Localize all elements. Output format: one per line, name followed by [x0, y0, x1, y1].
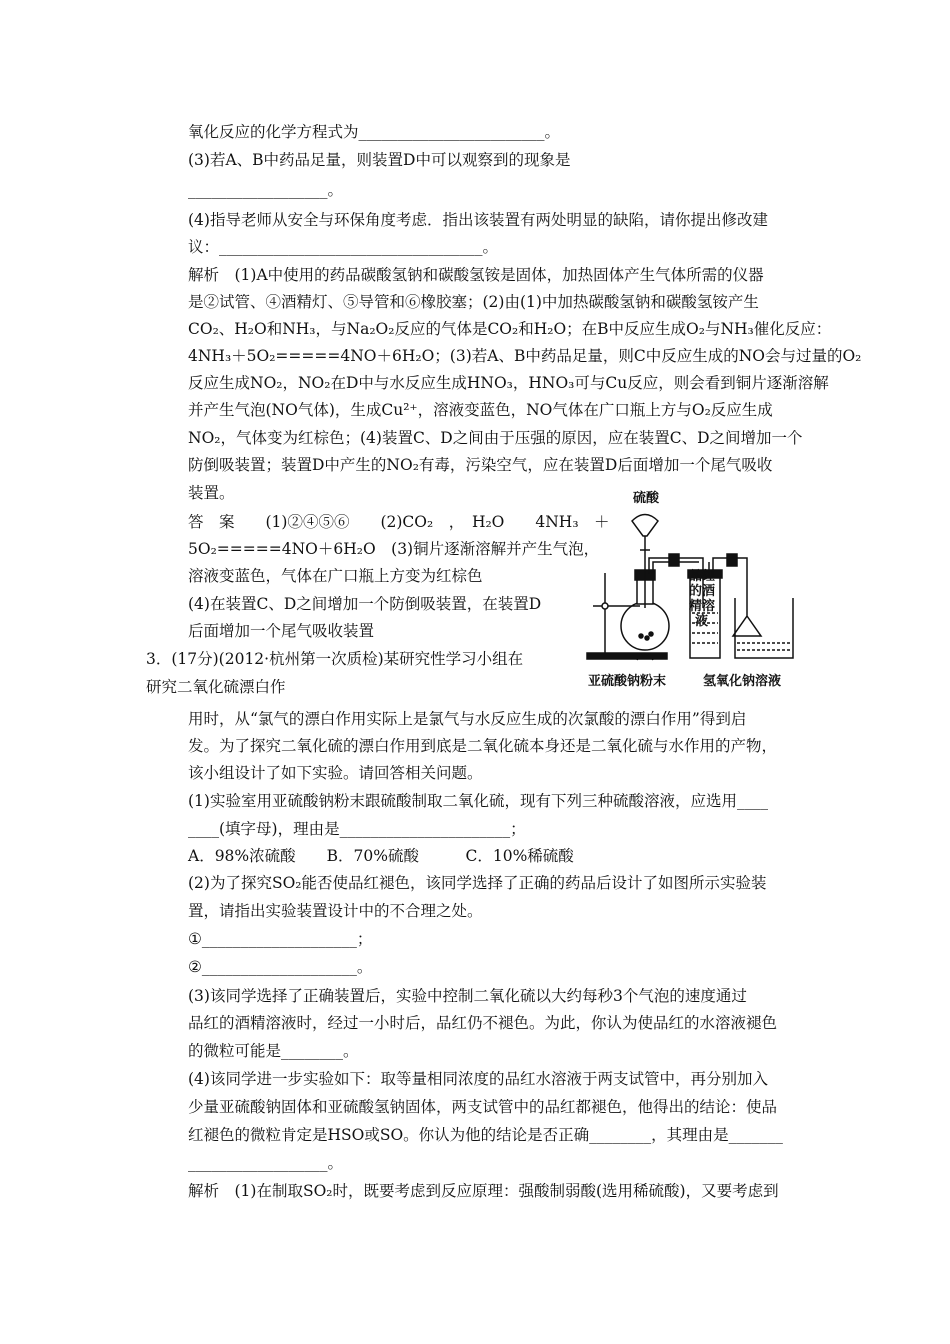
label-dye-3: 精溶	[689, 599, 716, 614]
text-line: (3)该同学选择了正确装置后，实验中控制二氧化硫以大约每秒3个气泡的速度通过	[188, 987, 747, 1005]
text-line: 议：__________________________________。	[188, 238, 499, 256]
answer-line: (4)在装置C、D之间增加一个防倒吸装置，在装置D	[188, 595, 542, 613]
text-line: CO₂、H₂O和NH₃，与Na₂O₂反应的气体是CO₂和H₂O；在B中反应生成O₂与NH₃催化反应：	[188, 320, 832, 338]
text-line: 反应生成NO₂，NO₂在D中与水反应生成HNO₃，HNO₃可与Cu反应，则会看到铜片逐渐溶解	[188, 374, 829, 392]
question-line: 3．(17分)(2012·杭州第一次质检)某研究性学习小组在	[146, 650, 524, 668]
text-line: 并产生气泡(NO气体)，生成Cu²⁺，溶液变蓝色，NO气体在广口瓶上方与O₂反应生成	[188, 401, 773, 419]
label-dye-4: 液	[695, 614, 709, 629]
text-line: 氧化反应的化学方程式为________________________。	[188, 123, 561, 141]
inverted-funnel	[733, 608, 761, 636]
text-line: 解析 (1)A中使用的药品碳酸氢钠和碳酸氢铵是固体，加热固体产生气体所需的仪器	[188, 266, 764, 284]
text-line: ____(填字母)，理由是______________________；	[188, 820, 526, 838]
text-line: 红褪色的微粒肯定是HSO或SO。你认为他的结论是否正确________，其理由是_______	[188, 1126, 783, 1144]
text-line: 品红的酒精溶液时，经过一小时后，品红仍不褪色。为此，你认为使品红的水溶液褪色	[188, 1014, 778, 1032]
text-line: (2)为了探究SO₂能否使品红褪色，该同学选择了正确的药品后设计了如图所示实验装	[188, 874, 767, 892]
text-line: 解析 (1)在制取SO₂时，既要考虑到反应原理：强酸制弱酸(选用稀硫酸)，又要考虑到	[188, 1182, 779, 1200]
text-line: 用时，从“氯气的漂白作用实际上是氯气与水反应生成的次氯酸的漂白作用”得到启	[188, 710, 747, 728]
text-line: (4)该同学进一步实验如下：取等量相同浓度的品红水溶液于两支试管中，再分别加入	[188, 1070, 768, 1088]
answer-line: 后面增加一个尾气吸收装置	[188, 622, 375, 640]
text-line: (4)指导老师从安全与环保角度考虑．指出该装置有两处明显的缺陷，请你提出修改建	[188, 211, 768, 229]
dropping-funnel	[632, 515, 658, 537]
text-line: 是②试管、④酒精灯、⑤导管和⑥橡胶塞；(2)由(1)中加热碳酸氢钠和碳酸氢铵产生	[188, 293, 759, 311]
flask	[621, 602, 669, 650]
label-dye-1: 品红	[689, 569, 716, 584]
text-line: __________________。	[188, 1154, 344, 1172]
apparatus-diagram	[585, 488, 800, 693]
text-line: 防倒吸装置；装置D中产生的NO₂有毒，污染空气，应在装置D后面增加一个尾气吸收	[188, 456, 773, 474]
text-line: 装置。	[188, 484, 235, 502]
answer-line: 5O₂=====4NO＋6H₂O (3)铜片逐渐溶解并产生气泡，	[188, 540, 600, 558]
text-line: 少量亚硫酸钠固体和亚硫酸氢钠固体，两支试管中的品红都褪色，他得出的结论：使品	[188, 1098, 778, 1116]
answer-line: 溶液变蓝色，气体在广口瓶上方变为红棕色	[188, 567, 483, 585]
text-line: 4NH₃＋5O₂=====4NO＋6H₂O；(3)若A、B中药品足量，则C中反应生成的NO会与过量的O₂	[188, 347, 862, 365]
question-line: 研究二氧化硫漂白作	[146, 678, 286, 696]
text-line: ①____________________；	[188, 930, 373, 948]
text-line: 该小组设计了如下实验。请回答相关问题。	[188, 764, 483, 782]
label-dye-2: 的酒	[689, 584, 716, 599]
text-line: __________________。	[188, 181, 344, 199]
label-powder: 亚硫酸钠粉末	[588, 674, 667, 689]
text-line: ②____________________。	[188, 958, 373, 976]
text-line: 的微粒可能是________。	[188, 1042, 359, 1060]
text-line: (3)若A、B中药品足量，则装置D中可以观察到的现象是	[188, 151, 571, 169]
text-line: 置，请指出实验装置设计中的不合理之处。	[188, 902, 483, 920]
label-naoh: 氢氧化钠溶液	[703, 674, 782, 689]
text-line: A．98%浓硫酸 B．70%硫酸 C．10%稀硫酸	[188, 847, 574, 865]
beaker	[735, 598, 793, 658]
answer-line: 答 案 (1)②④⑤⑥ (2)CO₂ ， H₂O 4NH₃ ＋	[188, 513, 610, 531]
text-line: NO₂，气体变为红棕色；(4)装置C、D之间由于压强的原因，应在装置C、D之间增加一个	[188, 429, 803, 447]
stand-base	[587, 653, 667, 659]
text-line: (1)实验室用亚硫酸钠粉末跟硫酸制取二氧化硫，现有下列三种硫酸溶液，应选用____	[188, 792, 768, 810]
text-line: 发。为了探究二氧化硫的漂白作用到底是二氧化硫本身还是二氧化硫与水作用的产物，	[188, 737, 778, 755]
label-acid: 硫酸	[633, 491, 660, 506]
